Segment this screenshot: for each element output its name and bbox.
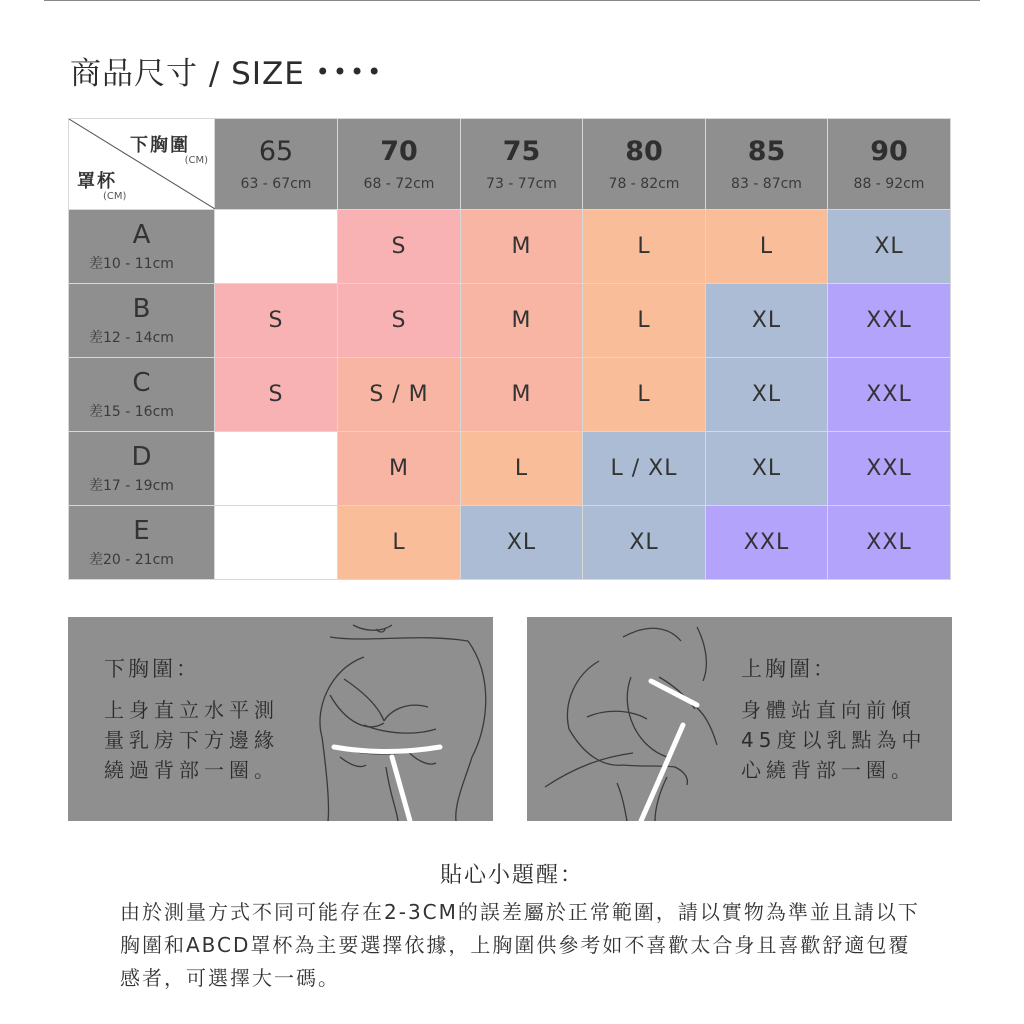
title-text: 商品尺寸 / SIZE	[70, 56, 305, 92]
size-cell: XL	[828, 210, 951, 284]
band-header-80	[583, 119, 706, 210]
band-range: 63 - 67cm	[240, 176, 312, 192]
cup-letter: E	[133, 515, 150, 546]
cup-row-header	[69, 358, 215, 432]
cup-letter: C	[132, 367, 151, 398]
band-number: 80	[625, 136, 663, 167]
size-cell: S / M	[338, 358, 461, 432]
band-header-70	[338, 119, 461, 210]
band-header-85	[706, 119, 828, 210]
band-range: 78 - 82cm	[608, 176, 680, 192]
tip-title: 貼心小題醒：	[439, 863, 584, 888]
under-bust-instructions: 上身直立水平測量乳房下方邊緣繞過背部一圈。	[104, 698, 279, 782]
size-cell: M	[461, 210, 583, 284]
cup-difference: 差12 - 14cm	[89, 329, 174, 346]
band-range: 68 - 72cm	[363, 176, 435, 192]
size-cell: S	[338, 284, 461, 358]
top-divider	[44, 0, 980, 1]
size-cell: XL	[706, 358, 828, 432]
size-cell: L	[706, 210, 828, 284]
cup-letter: B	[132, 293, 151, 324]
size-cell: L	[338, 506, 461, 580]
table-row	[69, 210, 951, 284]
size-cell: L	[583, 210, 706, 284]
size-cell: XXL	[828, 284, 951, 358]
size-chart-table	[68, 118, 951, 580]
size-cell	[215, 210, 338, 284]
under-bust-heading: 下胸圍：	[104, 657, 200, 681]
table-corner	[69, 119, 215, 210]
over-bust-heading: 上胸圍：	[741, 657, 837, 681]
cup-row-header	[69, 284, 215, 358]
title-dots: ••••	[315, 58, 385, 86]
cup-letter: D	[131, 441, 152, 472]
over-bust-panel	[527, 617, 952, 821]
size-cell: XXL	[828, 358, 951, 432]
band-range: 83 - 87cm	[731, 176, 802, 192]
band-range: 73 - 77cm	[486, 176, 557, 192]
cup-unit: (CM)	[103, 191, 127, 202]
cup-difference: 差20 - 21cm	[89, 551, 174, 568]
under-bust-unit: (CM)	[184, 155, 208, 166]
size-cell: L	[583, 358, 706, 432]
band-header-65	[215, 119, 338, 210]
band-number: 70	[380, 136, 418, 167]
header-row	[69, 119, 951, 210]
band-header-75	[461, 119, 583, 210]
table-row	[69, 284, 951, 358]
page-title	[70, 48, 384, 93]
size-cell: L	[461, 432, 583, 506]
tip-body: 由於測量方式不同可能存在2-3CM的誤差屬於正常範圍，請以實物為準並且請以下胸圍和ABCD罩杯為主要選擇依據，上胸圍供參考如不喜歡太合身且喜歡舒適包覆感者，可選擇大一碼。	[120, 900, 920, 990]
band-range: 88 - 92cm	[853, 176, 925, 192]
cup-letter: A	[132, 219, 151, 250]
size-cell: L / XL	[583, 432, 706, 506]
size-cell: S	[338, 210, 461, 284]
table-row	[69, 432, 951, 506]
size-cell: XL	[706, 284, 828, 358]
cup-row-header	[69, 210, 215, 284]
cup-difference: 差15 - 16cm	[89, 403, 174, 420]
size-cell: M	[338, 432, 461, 506]
size-cell: M	[461, 358, 583, 432]
size-cell: XXL	[828, 506, 951, 580]
size-cell: XL	[583, 506, 706, 580]
size-cell: L	[583, 284, 706, 358]
table-row	[69, 506, 951, 580]
size-cell: XXL	[828, 432, 951, 506]
band-number: 85	[747, 136, 786, 167]
cup-row-header	[69, 506, 215, 580]
band-number: 75	[502, 136, 541, 167]
under-bust-label: 下胸圍	[130, 135, 190, 156]
cup-label: 罩杯	[77, 171, 117, 192]
size-cell: XXL	[706, 506, 828, 580]
band-header-90	[828, 119, 951, 210]
size-cell: XL	[461, 506, 583, 580]
cup-difference: 差10 - 11cm	[89, 255, 174, 272]
cup-row-header	[69, 432, 215, 506]
size-cell	[215, 432, 338, 506]
band-number: 65	[258, 136, 294, 167]
band-number: 90	[870, 136, 908, 167]
size-cell: M	[461, 284, 583, 358]
size-cell	[215, 506, 338, 580]
over-bust-instructions: 身體站直向前傾45度以乳點為中心繞背部一圈。	[741, 698, 927, 782]
table-row	[69, 358, 951, 432]
size-cell: S	[215, 284, 338, 358]
size-cell: XL	[706, 432, 828, 506]
under-bust-panel	[68, 617, 493, 821]
size-cell: S	[215, 358, 338, 432]
cup-difference: 差17 - 19cm	[89, 477, 174, 494]
